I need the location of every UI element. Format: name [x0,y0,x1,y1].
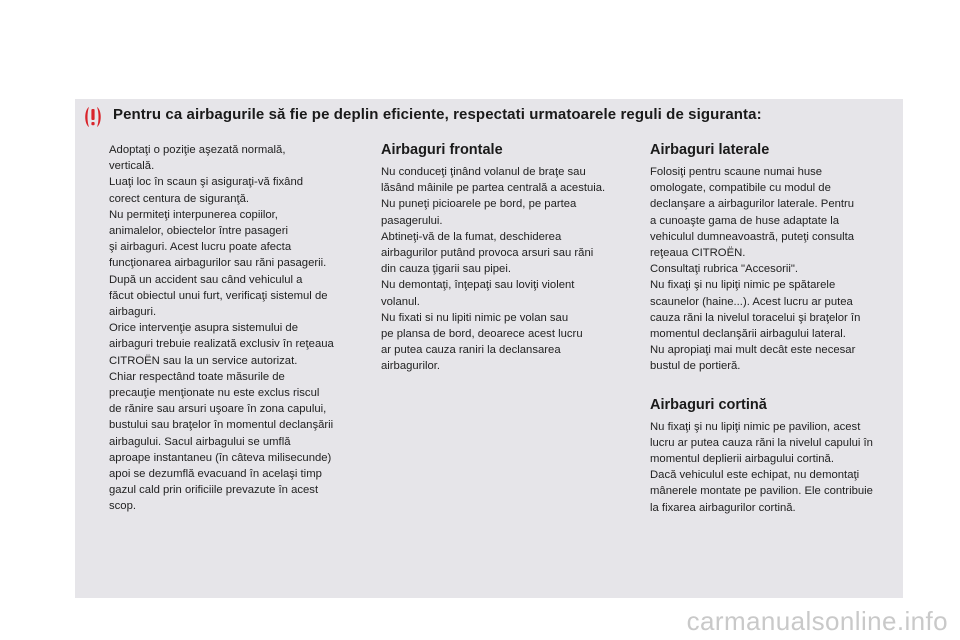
text-line: momentul declanşării airbagului lateral. [650,328,846,341]
lateral-airbags-title: Airbaguri laterale [650,142,770,158]
text-line: pasagerului. [381,214,443,227]
text-line: precauţie menţionate nu este exclus riscul [109,387,320,400]
text-line: şi airbaguri. Acest lucru poate afecta [109,241,292,254]
text-line: lăsând mâinile pe partea centrală a acestuia. [381,182,606,195]
text-line: declanşare a airbagurilor laterale. Pentru [650,198,855,211]
text-line: de rănire sau arsuri uşoare în zona capului, [109,403,327,416]
text-line: animalelor, obiectelor între pasageri [109,225,288,238]
text-line: Consultaţi rubrica "Accesorii". [650,263,799,276]
text-line: Nu demontaţi, înţepaţi sau loviţi violent [381,279,575,292]
text-line: apoi se dezumflă evacuand în acelaşi timp [109,468,322,481]
text-line: corect centura de siguranţă. [109,192,250,205]
lateral-airbags-section [650,140,902,375]
text-line: lucru ar putea cauza răni la nivelul capului în [650,436,873,449]
text-line: mânerele montate pe pavilion. Ele contribuie [650,485,873,498]
text-line: Folosiţi pentru scaune numai huse [650,166,823,178]
text-line: Nu fixaţi şi nu lipiţi nimic pe spătarele [650,279,836,292]
text-line: Nu fixaţi şi nu lipiţi nimic pe pavilion, acest [650,420,861,433]
curtain-airbags-section [650,395,902,516]
frontal-airbags-title: Airbaguri frontale [381,142,503,158]
text-line: Nu fixati si nu lipiti nimic pe volan sau [381,311,569,324]
text-line: scop. [109,500,137,513]
text-line: După un accident sau când vehiculul a [109,273,303,286]
text-line: aproape instantaneu (în câteva milisecunde) [109,451,332,464]
text-line: bustului sau braţelor în momentul declanşării [109,419,334,432]
text-line: volanul. [381,295,420,308]
text-line: Adoptaţi o poziţie aşezată normală, [109,144,286,156]
text-line: airbaguri. [109,306,157,319]
text-line: Chiar respectând toate măsurile de [109,370,285,383]
text-line: la fixarea airbagurilor cortină. [650,501,796,514]
text-line: pe plansa de bord, deoarece acest lucru [381,328,583,341]
text-line: Nu conduceţi ţinând volanul de braţe sau [381,166,586,178]
text-line: momentul deplierii airbagului cortină. [650,453,834,466]
curtain-airbags-text [650,419,902,516]
text-line: cauza răni la nivelul toracelui şi braţelor în [650,311,861,324]
text-line: omologate, compatibile cu modul de [650,182,831,195]
text-line: airbagurilor. [381,360,441,373]
text-line: ar putea cauza raniri la declansarea [381,344,561,357]
text-line: CITROËN sau la un service autorizat. [109,354,298,367]
text-line: airbaguri trebuie realizată exclusiv în reţeaua [109,338,334,351]
text-line: Luaţi loc în scaun şi asiguraţi-vă fixând [109,176,304,189]
side-airbags-column [650,140,902,516]
text-line: Nu puneţi picioarele pe bord, pe partea [381,198,577,211]
text-line: Nu apropiaţi mai mult decât este necesar [650,344,856,357]
text-line: funcţionarea airbagurilor sau răni pasagerii. [109,257,327,270]
watermark: carmanualsonline.info [686,606,948,636]
text-line: gazul cald prin orificiile prevazute în acest [109,484,319,497]
text-line: airbagurilor putând provoca arsuri sau răni [381,247,594,260]
text-line: reţeaua CITROËN. [650,247,746,260]
general-rules-column [109,142,369,515]
lateral-airbags-text [650,164,902,375]
warning-icon [82,106,104,128]
text-line: bustul de portieră. [650,360,741,373]
text-line: Orice intervenţie asupra sistemului de [109,322,298,335]
frontal-airbags-text [381,164,636,375]
text-line: Abtineţi-vă de la fumat, deschiderea [381,230,562,243]
text-line: a cunoaşte gama de huse adaptate la [650,214,840,227]
text-line: Dacă vehiculul este echipat, nu demontaţi [650,469,860,482]
frontal-airbags-section [381,140,636,375]
text-line: verticală. [109,160,155,173]
general-rules-text [109,142,369,515]
text-line: făcut obiectul unui furt, verificaţi sistemul de [109,289,328,302]
text-line: airbagului. Sacul airbagului se umflă [109,435,291,448]
curtain-airbags-title: Airbaguri cortină [650,396,767,413]
text-line: scaunelor (haine...). Acest lucru ar putea [650,295,853,308]
page-headline: Pentru ca airbagurile să fie pe deplin eficiente, respectati urmatoarele reguli de siguranta: [113,106,762,123]
text-line: Nu permiteţi interpunerea copiilor, [109,208,278,221]
text-line: vehiculul dumneavoastră, puteţi consulta [650,230,855,243]
text-line: din cauza ţigarii sau pipei. [381,263,511,276]
